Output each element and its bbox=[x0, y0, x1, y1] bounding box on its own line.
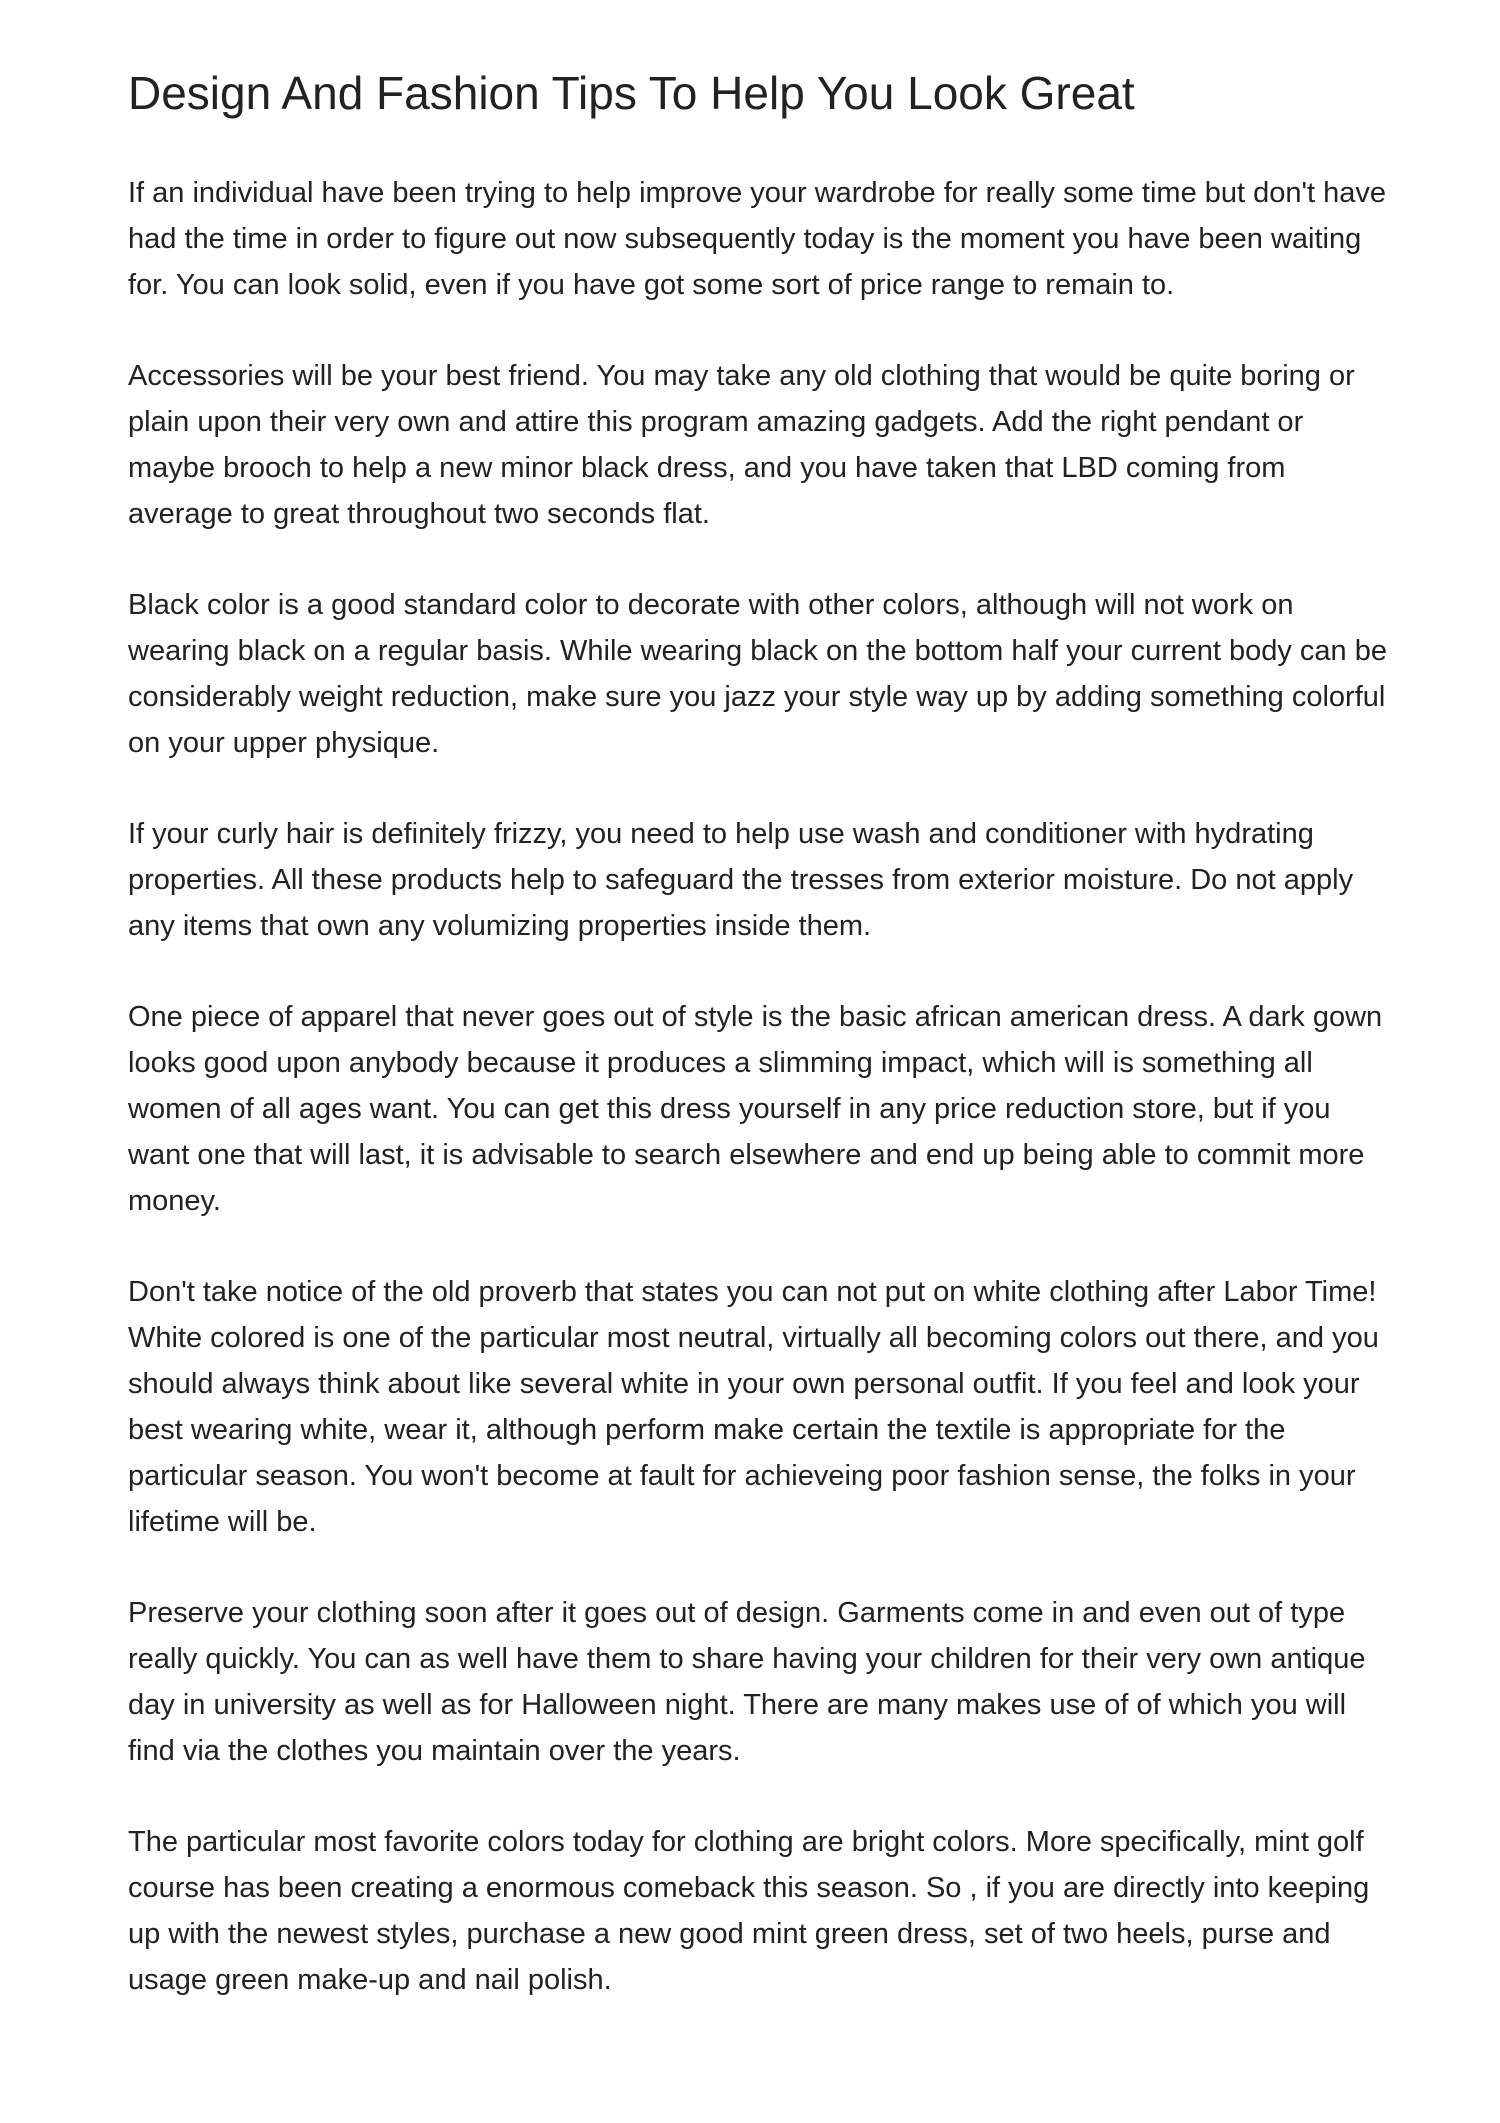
paragraph: Accessories will be your best friend. You may take any old clothing that would be quite boring or plain upon their very own and attire this program amazing gadgets. Add the right pendant or maybe brooch to help a new minor black dress, and you have taken that LBD coming from average to great throughout two seconds flat. bbox=[128, 360, 1355, 530]
paragraph: Don't take notice of the old proverb that states you can not put on white clothing after Labor Time! White colored is one of the particular most neutral, virtually all becoming colors out there, and you should always think about like several white in your own personal outfit. If you feel and look your best wearing white, wear it, although perform make certain the textile is appropriate for the particular season. You won't become at fault for achieveing poor fashion sense, the folks in your lifetime will be. bbox=[128, 1276, 1379, 1538]
document-page bbox=[128, 62, 1390, 2048]
paragraph: The particular most favorite colors today for clothing are bright colors. More specifically, mint golf course has been creating a enormous comeback this season. So , if you are directly into keeping up with the newest styles, purchase a new good mint green dress, set of two heels, purse and usage green make-up and nail polish. bbox=[128, 1826, 1370, 1996]
paragraph: Black color is a good standard color to decorate with other colors, although will not work on wearing black on a regular basis. While wearing black on the bottom half your current body can be considerably weight reduction, make sure you jazz your style way up by adding something colorful on your upper physique. bbox=[128, 589, 1387, 759]
paragraph: One piece of apparel that never goes out of style is the basic african american dress. A dark gown looks good upon anybody because it produces a slimming impact, which will is something all women of all ages want. You can get this dress yourself in any price reduction store, but if you want one that will last, it is advisable to search elsewhere and end up being able to commit more money. bbox=[128, 1001, 1383, 1217]
paragraph: Preserve your clothing soon after it goes out of design. Garments come in and even out of type really quickly. You can as well have them to share having your children for their very own antique day in university as well as for Halloween night. There are many makes use of of which you will find via the clothes you maintain over the years. bbox=[128, 1597, 1366, 1767]
page-title: Design And Fashion Tips To Help You Look Great bbox=[128, 67, 1135, 119]
paragraph: If your curly hair is definitely frizzy, you need to help use wash and conditioner with hydrating properties. All these products help to safeguard the tresses from exterior moisture. Do not apply any items that own any volumizing properties inside them. bbox=[128, 818, 1354, 942]
paragraph: If an individual have been trying to help improve your wardrobe for really some time but don't have had the time in order to figure out now subsequently today is the moment you have been waiting for. You can look solid, even if you have got some sort of price range to remain to. bbox=[128, 177, 1387, 301]
